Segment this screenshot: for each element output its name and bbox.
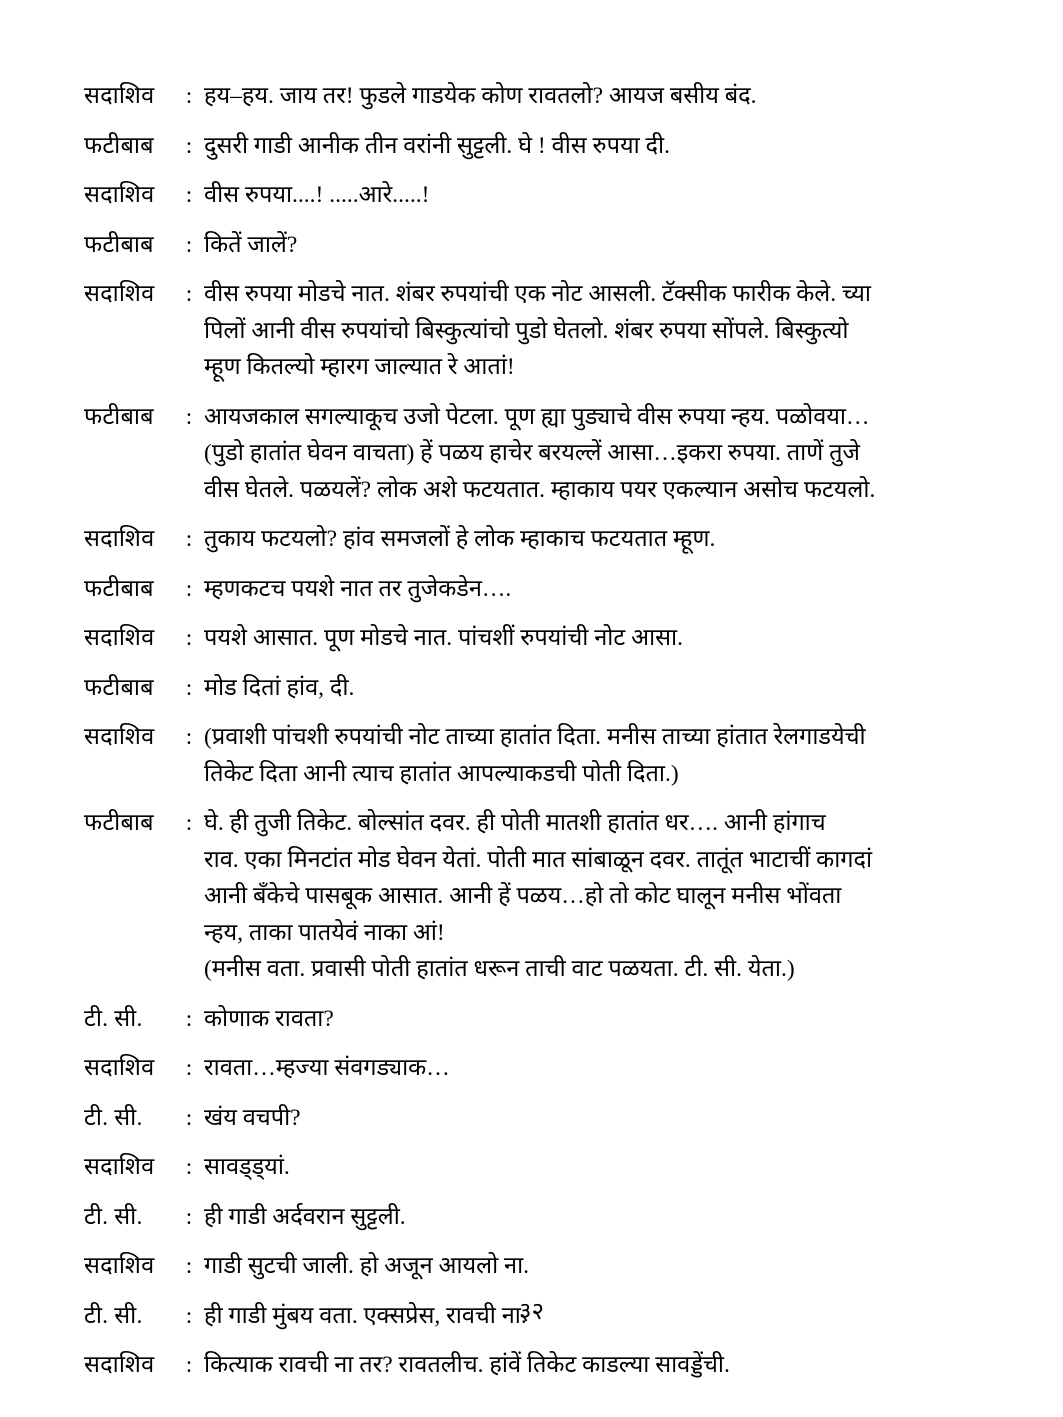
dialogue-line: कोणाक रावता? (204, 1005, 334, 1032)
dialogue-entry (84, 805, 984, 988)
dialogue-entry (84, 1199, 984, 1236)
dialogue-entry (84, 1248, 984, 1285)
dialogue-text (204, 1347, 984, 1384)
dialogue-text (204, 521, 984, 558)
speaker-name: फटीबाब (84, 403, 154, 430)
speaker-colon: : (185, 625, 193, 651)
dialogue-entry (84, 1050, 984, 1087)
speaker-colon: : (185, 575, 193, 602)
dialogue-text (204, 805, 984, 988)
speaker-name: टी. सी. (84, 1302, 143, 1329)
speaker-colon: : (185, 132, 193, 159)
speaker-colon: : (185, 674, 193, 701)
dialogue-text (204, 719, 984, 792)
dialogue-entry (84, 276, 984, 386)
dialogue-line: रावता…म्हज्या संवगड्याक… (204, 1055, 450, 1081)
dialogue-entry (84, 1347, 984, 1384)
speaker-name: सदाशिव (84, 182, 155, 208)
dialogue-line: दुसरी गाडी आनीक तीन वरांनी सुट्टली. घे ! वीस रुपया दी. (204, 132, 670, 159)
dialogue-text (204, 227, 984, 264)
dialogue-text (204, 1248, 984, 1285)
speaker-name: सदाशिव (84, 724, 155, 750)
speaker-name: सदाशिव (84, 1154, 155, 1180)
speaker-name: फटीबाब (84, 674, 154, 701)
speaker-colon: : (185, 1253, 193, 1279)
dialogue-entry (84, 521, 984, 558)
dialogue-text (204, 1149, 984, 1186)
speaker-colon: : (185, 1005, 193, 1032)
dialogue-line: वीस रुपया मोडचे नात. शंबर रुपयांची एक नोट आसली. टॅक्सीक फारीक केले. च्या (204, 281, 871, 307)
speaker-name: सदाशिव (84, 625, 155, 651)
speaker-name: फटीबाब (84, 231, 154, 258)
dialogue-entry (84, 399, 984, 509)
speaker-colon: : (185, 281, 193, 307)
dialogue-entry (84, 78, 984, 115)
dialogue-entry (84, 177, 984, 214)
dialogue-line: गाडी सुटची जाली. हो अजून आयलो ना. (204, 1253, 530, 1279)
dialogue-text (204, 78, 984, 115)
dialogue-line: वीस रुपया....! .....आरे.....! (204, 182, 430, 208)
dialogue-text (204, 399, 984, 509)
dialogue-line: (पुडो हातांत घेवन वाचता) हें पळय हाचेर बरयल्लें आसा…इकरा रुपया. ताणें तुजे (204, 440, 860, 466)
dialogue-line: वीस घेतले. पळयलें? लोक अशे फटयतात. म्हाकाय पयर एकल्यान असोच फटयलो. (204, 476, 876, 503)
dialogue-text (204, 571, 984, 608)
dialogue-line: (प्रवाशी पांचशी रुपयांची नोट ताच्या हातांत दिता. मनीस ताच्या हांतात रेलगाडयेची (204, 724, 866, 750)
speaker-colon: : (185, 231, 193, 258)
dialogue-line: आयजकाल सगल्याकूच उजो पेटला. पूण ह्या पुड्याचे वीस रुपया न्हय. पळोवया… (204, 403, 870, 430)
dialogue-entry (84, 128, 984, 165)
dialogue-entry (84, 1001, 984, 1038)
speaker-colon: : (185, 526, 193, 552)
speaker-colon: : (185, 1352, 193, 1378)
dialogue-text (204, 620, 984, 657)
speaker-colon: : (185, 1104, 193, 1131)
speaker-name: सदाशिव (84, 281, 155, 307)
speaker-name: टी. सी. (84, 1104, 143, 1131)
dialogue-entry (84, 670, 984, 707)
speaker-name: सदाशिव (84, 1352, 155, 1378)
dialogue-line: ही गाडी मुंबय वता. एक्सप्रेस, रावची ना. (204, 1302, 527, 1329)
dialogue-line: पिलों आनी वीस रुपयांचो बिस्कुत्यांचो पुडो घेतलो. शंबर रुपया सोंपले. बिस्कुत्यो (204, 317, 849, 344)
speaker-colon: : (185, 182, 193, 208)
dialogue-entry (84, 620, 984, 657)
dialogue-line: खंय वचपी? (204, 1104, 301, 1131)
dialogue-text (204, 177, 984, 214)
dialogue-line: मोड दितां हांव, दी. (204, 674, 355, 701)
dialogue-text (204, 1199, 984, 1236)
speaker-colon: : (185, 810, 193, 836)
dialogue-line: म्हूण कितल्यो म्हारग जाल्यात रे आतां! (204, 354, 515, 380)
speaker-colon: : (185, 83, 193, 109)
speaker-colon: : (185, 1055, 193, 1081)
dialogue-text (204, 1100, 984, 1137)
speaker-name: फटीबाब (84, 132, 154, 159)
dialogue-line: पयशे आसात. पूण मोडचे नात. पांचशीं रुपयांची नोट आसा. (204, 625, 683, 651)
dialogue-line: कित्याक रावची ना तर? रावतलीच. हांवें तिकेट काडल्या सावड्डेंची. (204, 1352, 730, 1378)
dialogue-line: न्हय, ताका पातयेवं नाका आं! (204, 919, 445, 946)
speaker-name: सदाशिव (84, 83, 155, 109)
dialogue-text (204, 276, 984, 386)
speaker-name: सदाशिव (84, 526, 155, 552)
speaker-name: फटीबाब (84, 575, 154, 602)
dialogue-line: तुकाय फटयलो? हांव समजलों हे लोक म्हाकाच फटयतात म्हूण. (204, 526, 716, 552)
dialogue-line: हय–हय. जाय तर! फुडले गाडयेक कोण रावतलो? आयज बसीय बंद. (204, 83, 757, 109)
dialogue-text (204, 128, 984, 165)
speaker-colon: : (185, 403, 193, 430)
dialogue-line: कितें जालें? (204, 231, 298, 258)
dialogue-line: ही गाडी अर्दवरान सुट्टली. (204, 1203, 406, 1230)
dialogue-line: (मनीस वता. प्रवासी पोती हातांत धरून ताची वाट पळयता. टी. सी. येता.) (204, 956, 795, 982)
dialogue-text (204, 1001, 984, 1038)
dialogue-line: म्हणकटच पयशे नात तर तुजेकडेन…. (204, 575, 512, 602)
page-number: ३२ (519, 1299, 544, 1325)
speaker-colon: : (185, 724, 193, 750)
speaker-colon: : (185, 1154, 193, 1180)
speaker-name: सदाशिव (84, 1253, 155, 1279)
dialogue-entry (84, 719, 984, 792)
dialogue-text (204, 670, 984, 707)
dialogue-line: तिकेट दिता आनी त्याच हातांत आपल्याकडची पोती दिता.) (204, 760, 679, 787)
speaker-name: सदाशिव (84, 1055, 155, 1081)
dialogue-line: आनी बँकेचे पासबूक आसात. आनी हें पळय…हो तो कोट घालून मनीस भोंवता (204, 883, 842, 909)
dialogue-entry (84, 571, 984, 608)
dialogue-line: घे. ही तुजी तिकेट. बोल्सांत दवर. ही पोती मातशी हातांत धर…. आनी हांगाच (204, 810, 826, 836)
dialogue-entry (84, 227, 984, 264)
dialogue-list (84, 78, 984, 1397)
dialogue-text (204, 1050, 984, 1087)
speaker-name: टी. सी. (84, 1203, 143, 1230)
dialogue-entry (84, 1149, 984, 1186)
speaker-name: फटीबाब (84, 810, 154, 836)
dialogue-line: राव. एका मिनटांत मोड घेवन येतां. पोती मात सांबाळून दवर. तातूंत भाटाचीं कागदां (204, 846, 873, 873)
dialogue-entry (84, 1100, 984, 1137)
speaker-colon: : (185, 1203, 193, 1230)
speaker-name: टी. सी. (84, 1005, 143, 1032)
dialogue-line: सावड्ड्यां. (204, 1154, 290, 1180)
speaker-colon: : (185, 1302, 193, 1329)
